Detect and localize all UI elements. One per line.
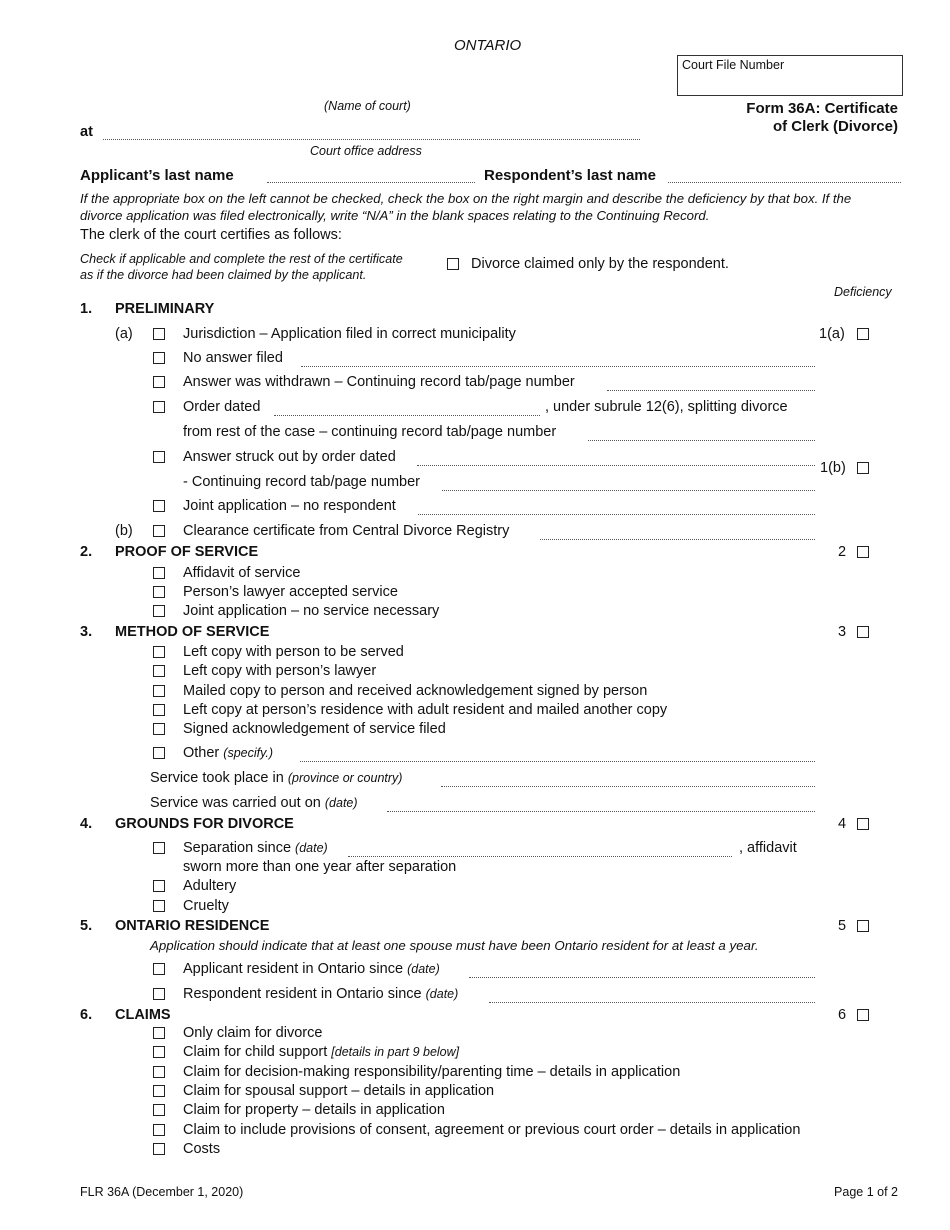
item-a-label: (a) <box>115 326 133 342</box>
court-file-number-box[interactable] <box>677 55 903 96</box>
method-other-label <box>183 745 273 761</box>
item-b-label: (b) <box>115 523 133 539</box>
method-item-2: Left copy with person’s lawyer <box>183 663 377 679</box>
court-office-caption: Court office address <box>310 144 422 158</box>
deficiency-2-label: 2 <box>838 544 847 560</box>
applicant-label: Applicant’s last name <box>80 167 234 184</box>
joint-application-checkbox[interactable] <box>153 500 165 512</box>
method-item-3: Mailed copy to person and received acknowledgement signed by person <box>183 683 648 699</box>
residence-note: Application should indicate that at least one spouse must have been Ontario resident for at least a year. <box>150 938 759 953</box>
method-checkbox-2[interactable] <box>153 665 165 677</box>
method-checkbox-1[interactable] <box>153 646 165 658</box>
applicant-resident-note: (date) <box>407 962 440 976</box>
separation-text: Separation since <box>183 840 292 856</box>
certifies-text: The clerk of the court certifies as follows: <box>80 227 342 243</box>
deficiency-6-label: 6 <box>838 1007 847 1023</box>
claim-checkbox-4[interactable] <box>153 1124 165 1136</box>
respondent-label: Respondent’s last name <box>484 167 656 184</box>
section-5-title: ONTARIO RESIDENCE <box>115 918 270 934</box>
took-place-text: Service took place in <box>150 770 284 786</box>
deficiency-header: Deficiency <box>834 285 892 299</box>
claim-item-1: Claim for decision-making responsibility/parenting time – details in application <box>183 1064 681 1080</box>
applicant-resident-label <box>183 961 440 977</box>
method-other-checkbox[interactable] <box>153 747 165 759</box>
check-note-line2: as if the divorce had been claimed by the applicant. <box>80 268 367 282</box>
adultery-label: Adultery <box>183 878 237 894</box>
clearance-field[interactable] <box>540 539 815 540</box>
joint-application-label: Joint application – no respondent <box>183 498 396 514</box>
section-6-number: 6. <box>80 1007 93 1023</box>
claim-item-5: Costs <box>183 1141 221 1157</box>
method-checkbox-4[interactable] <box>153 704 165 716</box>
section-1-number: 1. <box>80 301 93 317</box>
applicant-resident-text: Applicant resident in Ontario since <box>183 961 404 977</box>
applicant-resident-field[interactable] <box>469 977 815 978</box>
carried-out-field[interactable] <box>387 811 815 812</box>
claim-child-support: Claim for child support <box>183 1044 328 1060</box>
method-item-5: Signed acknowledgement of service filed <box>183 721 446 737</box>
respondent-resident-field[interactable] <box>489 1002 815 1003</box>
applicant-name-field[interactable] <box>267 182 475 183</box>
form-title-line2: of Clerk (Divorce) <box>772 118 898 135</box>
claim-checkbox-2[interactable] <box>153 1085 165 1097</box>
sworn-text: sworn more than one year after separation <box>183 859 457 875</box>
jurisdiction-label: Jurisdiction – Application filed in correct municipality <box>183 326 516 342</box>
method-item-4: Left copy at person’s residence with adult resident and mailed another copy <box>183 702 668 718</box>
method-other-text: Other <box>183 745 220 761</box>
answer-withdrawn-checkbox[interactable] <box>153 376 165 388</box>
continuing-record-label: - Continuing record tab/page number <box>183 474 420 490</box>
respondent-resident-label <box>183 986 458 1002</box>
respondent-only-label: Divorce claimed only by the respondent. <box>471 256 729 272</box>
separation-note: (date) <box>295 841 328 855</box>
claim-checkbox-1[interactable] <box>153 1066 165 1078</box>
deficiency-2-checkbox[interactable] <box>857 546 869 558</box>
form-id: FLR 36A (December 1, 2020) <box>80 1185 244 1199</box>
jurisdiction-title: ONTARIO <box>454 37 522 54</box>
no-answer-label: No answer filed <box>183 350 283 366</box>
from-rest-label: from rest of the case – continuing record tab/page number <box>183 424 557 440</box>
from-rest-field[interactable] <box>588 440 815 441</box>
proof-checkbox-1[interactable] <box>153 567 165 579</box>
clearance-checkbox[interactable] <box>153 525 165 537</box>
page-number: Page 1 of 2 <box>834 1185 898 1199</box>
respondent-only-checkbox[interactable] <box>447 258 459 270</box>
separation-date-field[interactable] <box>348 856 732 857</box>
instruction-line2: divorce application was filed electronically, write “N/A” in the blank spaces relating to the Continuing Record. <box>80 208 710 223</box>
answer-struck-checkbox[interactable] <box>153 451 165 463</box>
respondent-name-field[interactable] <box>668 182 901 183</box>
no-answer-field[interactable] <box>301 366 815 367</box>
at-label: at <box>80 124 93 140</box>
deficiency-1a-label: 1(a) <box>819 326 845 342</box>
claim-checkbox-3[interactable] <box>153 1104 165 1116</box>
deficiency-3-checkbox[interactable] <box>857 626 869 638</box>
respondent-resident-checkbox[interactable] <box>153 988 165 1000</box>
claim-only-divorce: Only claim for divorce <box>183 1025 323 1041</box>
deficiency-5-label: 5 <box>838 918 847 934</box>
method-other-field[interactable] <box>300 761 815 762</box>
order-date-field[interactable] <box>274 415 540 416</box>
took-place-label <box>150 770 402 786</box>
deficiency-5-checkbox[interactable] <box>857 920 869 932</box>
affidavit-text: , affidavit <box>739 840 797 856</box>
answer-struck-label: Answer struck out by order dated <box>183 449 396 465</box>
claim-checkbox-child-support[interactable] <box>153 1046 165 1058</box>
court-name-caption: (Name of court) <box>324 99 411 113</box>
took-place-note: (province or country) <box>287 771 403 785</box>
carried-out-note: (date) <box>324 796 358 810</box>
respondent-resident-text: Respondent resident in Ontario since <box>183 986 422 1002</box>
claim-checkbox-only-divorce[interactable] <box>153 1027 165 1039</box>
answer-withdrawn-label: Answer was withdrawn – Continuing record tab/page number <box>183 374 575 390</box>
separation-checkbox[interactable] <box>153 842 165 854</box>
proof-item-3: Joint application – no service necessary <box>183 603 440 619</box>
form-title-line1: Form 36A: Certificate <box>746 100 898 117</box>
section-2-number: 2. <box>80 544 93 560</box>
court-file-label: Court File Number <box>682 58 785 72</box>
continuing-record-field[interactable] <box>442 490 815 491</box>
took-place-field[interactable] <box>441 786 815 787</box>
adultery-checkbox[interactable] <box>153 880 165 892</box>
deficiency-3-label: 3 <box>838 624 847 640</box>
deficiency-4-label: 4 <box>838 816 847 832</box>
order-dated-label: Order dated <box>183 399 261 415</box>
court-address-line[interactable] <box>103 139 640 140</box>
claim-child-support-label <box>183 1044 459 1060</box>
proof-checkbox-2[interactable] <box>153 586 165 598</box>
separation-label <box>183 840 328 856</box>
deficiency-1a-checkbox[interactable] <box>857 328 869 340</box>
proof-checkbox-3[interactable] <box>153 605 165 617</box>
claim-checkbox-5[interactable] <box>153 1143 165 1155</box>
claim-item-2: Claim for spousal support – details in application <box>183 1083 495 1099</box>
method-checkbox-3[interactable] <box>153 685 165 697</box>
section-5-number: 5. <box>80 918 93 934</box>
carried-out-text: Service was carried out on <box>150 795 321 811</box>
section-2-title: PROOF OF SERVICE <box>115 544 259 560</box>
deficiency-6-checkbox[interactable] <box>857 1009 869 1021</box>
claim-item-4: Claim to include provisions of consent, agreement or previous court order – details in application <box>183 1122 801 1138</box>
no-answer-checkbox[interactable] <box>153 352 165 364</box>
method-item-1: Left copy with person to be served <box>183 644 404 660</box>
cruelty-label: Cruelty <box>183 898 229 914</box>
method-other-note: (specify.) <box>223 746 274 760</box>
jurisdiction-checkbox[interactable] <box>153 328 165 340</box>
claim-item-3: Claim for property – details in application <box>183 1102 445 1118</box>
section-6-title: CLAIMS <box>115 1007 171 1023</box>
answer-withdrawn-field[interactable] <box>607 390 815 391</box>
clearance-label: Clearance certificate from Central Divorce Registry <box>183 523 510 539</box>
under-subrule-text: , under subrule 12(6), splitting divorce <box>545 399 788 415</box>
section-4-number: 4. <box>80 816 93 832</box>
deficiency-1b-checkbox[interactable] <box>857 462 869 474</box>
answer-struck-date-field[interactable] <box>417 465 815 466</box>
deficiency-4-checkbox[interactable] <box>857 818 869 830</box>
section-3-title: METHOD OF SERVICE <box>115 624 270 640</box>
instruction-line1: If the appropriate box on the left cannot be checked, check the box on the right margin and describe the deficiency by that box. If the <box>80 191 852 206</box>
deficiency-1b-label: 1(b) <box>820 460 846 476</box>
check-note-line1: Check if applicable and complete the rest of the certificate <box>80 252 403 266</box>
order-dated-checkbox[interactable] <box>153 401 165 413</box>
proof-item-2: Person’s lawyer accepted service <box>183 584 398 600</box>
section-3-number: 3. <box>80 624 93 640</box>
cruelty-checkbox[interactable] <box>153 900 165 912</box>
section-4-title: GROUNDS FOR DIVORCE <box>115 816 294 832</box>
section-1-title: PRELIMINARY <box>115 301 215 317</box>
respondent-resident-note: (date) <box>425 987 459 1001</box>
joint-application-field[interactable] <box>418 514 815 515</box>
claim-child-support-note: [details in part 9 below] <box>331 1045 460 1059</box>
applicant-resident-checkbox[interactable] <box>153 963 165 975</box>
carried-out-label <box>150 795 358 811</box>
proof-item-1: Affidavit of service <box>183 565 301 581</box>
method-checkbox-5[interactable] <box>153 723 165 735</box>
